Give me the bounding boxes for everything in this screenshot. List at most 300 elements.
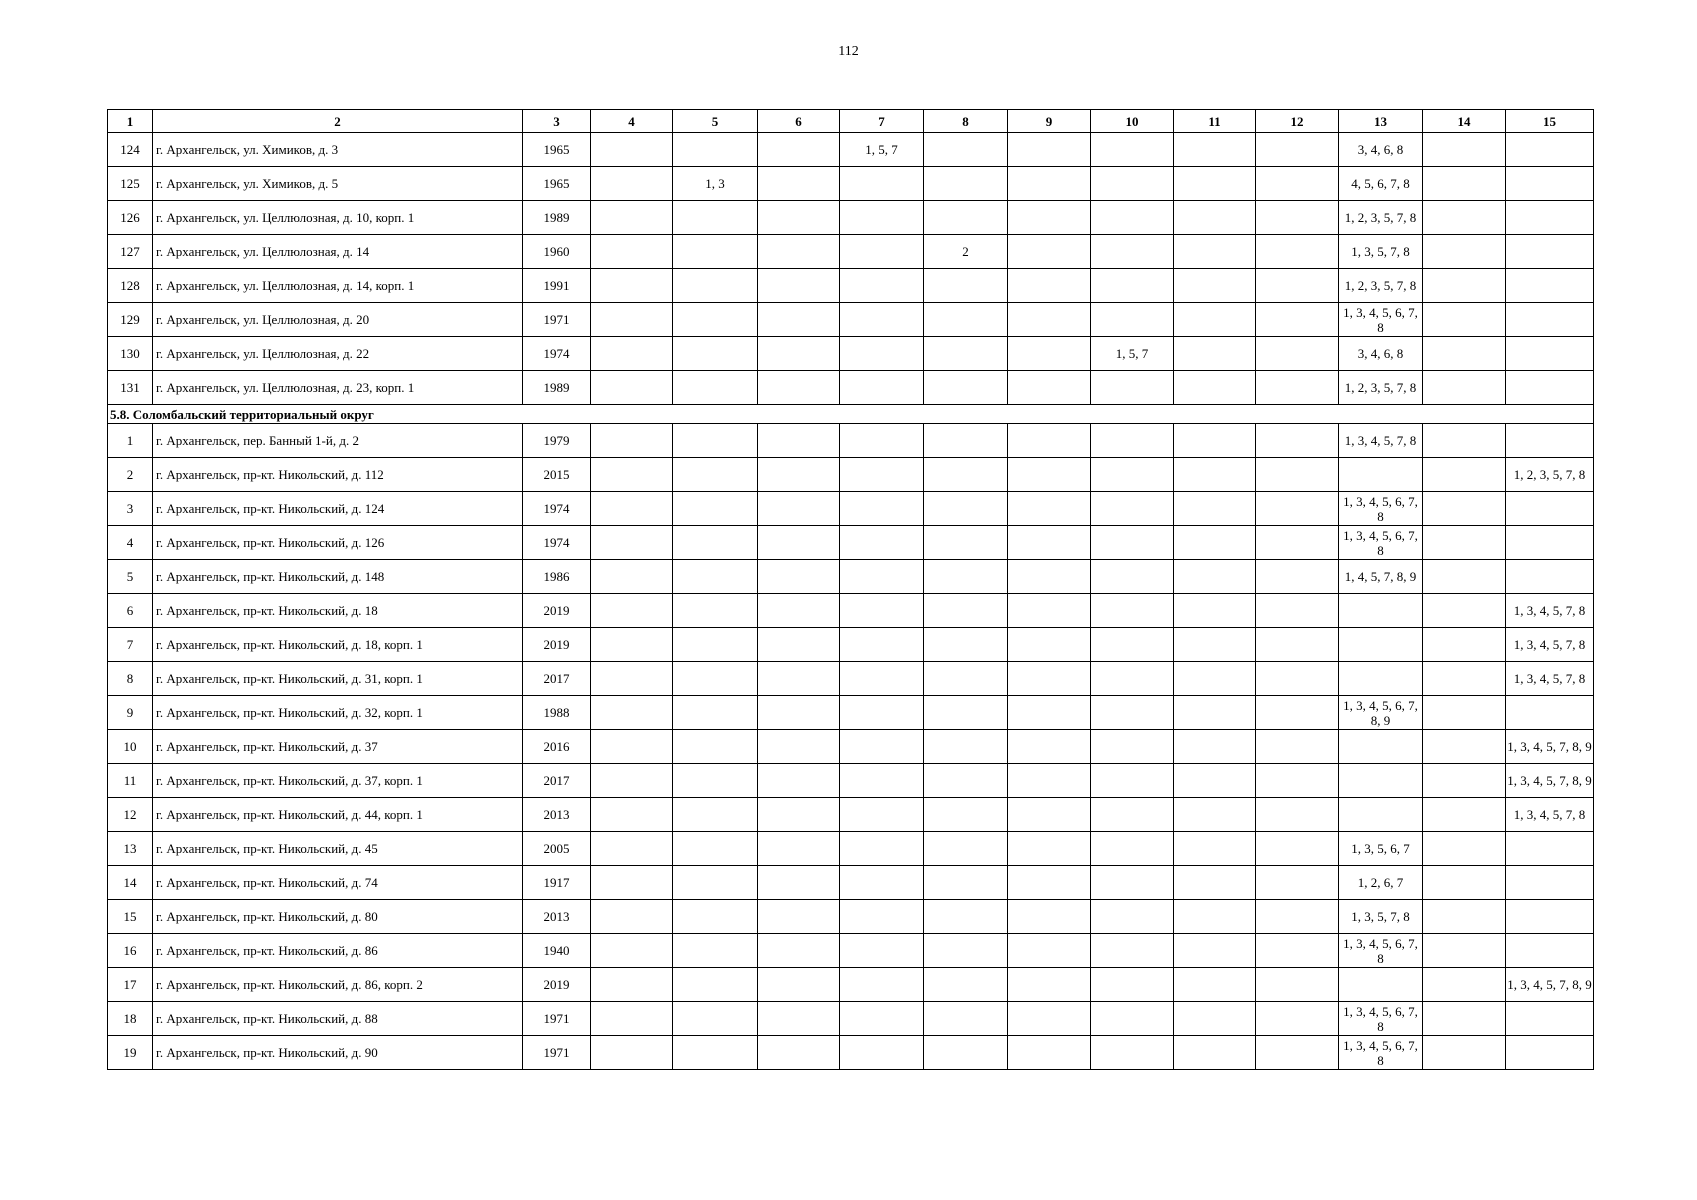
year-cell: 2005	[523, 832, 591, 866]
cell-c7	[840, 492, 924, 526]
row-number: 14	[108, 866, 153, 900]
cell-c11	[1174, 662, 1256, 696]
cell-c15: 1, 3, 4, 5, 7, 8, 9	[1506, 968, 1594, 1002]
cell-c14	[1423, 1036, 1506, 1070]
cell-c6	[758, 900, 840, 934]
row-number: 125	[108, 167, 153, 201]
cell-c10	[1091, 730, 1174, 764]
cell-c12	[1256, 764, 1339, 798]
row-number: 126	[108, 201, 153, 235]
cell-c10	[1091, 235, 1174, 269]
cell-c12	[1256, 662, 1339, 696]
row-number: 16	[108, 934, 153, 968]
cell-c10	[1091, 866, 1174, 900]
cell-c11	[1174, 968, 1256, 1002]
cell-c9	[1008, 133, 1091, 167]
address-cell: г. Архангельск, ул. Химиков, д. 5	[153, 167, 523, 201]
cell-c5	[673, 526, 758, 560]
table-row	[108, 458, 1594, 492]
cell-c4	[591, 458, 673, 492]
section-heading-group	[108, 405, 1594, 424]
cell-c11	[1174, 201, 1256, 235]
cell-c10	[1091, 458, 1174, 492]
column-header: 12	[1256, 110, 1339, 133]
cell-c12	[1256, 730, 1339, 764]
cell-c11	[1174, 934, 1256, 968]
cell-c11	[1174, 458, 1256, 492]
cell-c7	[840, 696, 924, 730]
table-row	[108, 968, 1594, 1002]
cell-c5	[673, 628, 758, 662]
cell-c10	[1091, 934, 1174, 968]
cell-c14	[1423, 167, 1506, 201]
cell-c12	[1256, 269, 1339, 303]
cell-c11	[1174, 133, 1256, 167]
row-number: 131	[108, 371, 153, 405]
cell-c13: 1, 3, 4, 5, 6, 7, 8, 9	[1339, 696, 1423, 730]
cell-c8	[924, 526, 1008, 560]
row-number: 130	[108, 337, 153, 371]
column-header: 15	[1506, 110, 1594, 133]
cell-c7	[840, 303, 924, 337]
row-number: 17	[108, 968, 153, 1002]
address-cell: г. Архангельск, пр-кт. Никольский, д. 74	[153, 866, 523, 900]
cell-c9	[1008, 730, 1091, 764]
cell-c11	[1174, 167, 1256, 201]
cell-c9	[1008, 934, 1091, 968]
cell-c14	[1423, 866, 1506, 900]
cell-c6	[758, 1036, 840, 1070]
section-heading-row	[108, 405, 1594, 424]
cell-c8	[924, 798, 1008, 832]
cell-c8	[924, 133, 1008, 167]
cell-c12	[1256, 798, 1339, 832]
cell-c4	[591, 798, 673, 832]
cell-c9	[1008, 526, 1091, 560]
cell-c14	[1423, 1002, 1506, 1036]
cell-c8	[924, 968, 1008, 1002]
table-row	[108, 526, 1594, 560]
table-row	[108, 662, 1594, 696]
row-number: 128	[108, 269, 153, 303]
cell-c10	[1091, 832, 1174, 866]
cell-c14	[1423, 832, 1506, 866]
cell-c9	[1008, 798, 1091, 832]
cell-c6	[758, 628, 840, 662]
table-row	[108, 628, 1594, 662]
year-cell: 1974	[523, 337, 591, 371]
address-cell: г. Архангельск, ул. Целлюлозная, д. 10, корп. 1	[153, 201, 523, 235]
address-cell: г. Архангельск, пр-кт. Никольский, д. 31, корп. 1	[153, 662, 523, 696]
cell-c10	[1091, 201, 1174, 235]
year-cell: 1965	[523, 167, 591, 201]
cell-c7	[840, 337, 924, 371]
cell-c10: 1, 5, 7	[1091, 337, 1174, 371]
cell-c4	[591, 167, 673, 201]
cell-c8	[924, 1036, 1008, 1070]
cell-c15	[1506, 303, 1594, 337]
cell-c5	[673, 900, 758, 934]
table-row	[108, 235, 1594, 269]
row-number: 6	[108, 594, 153, 628]
cell-c6	[758, 526, 840, 560]
cell-c11	[1174, 696, 1256, 730]
cell-c9	[1008, 560, 1091, 594]
cell-c12	[1256, 900, 1339, 934]
year-cell: 1965	[523, 133, 591, 167]
cell-c9	[1008, 628, 1091, 662]
table-row	[108, 900, 1594, 934]
cell-c6	[758, 201, 840, 235]
cell-c9	[1008, 201, 1091, 235]
cell-c15: 1, 3, 4, 5, 7, 8	[1506, 798, 1594, 832]
cell-c8	[924, 900, 1008, 934]
cell-c8	[924, 167, 1008, 201]
cell-c4	[591, 900, 673, 934]
cell-c8	[924, 371, 1008, 405]
cell-c15	[1506, 934, 1594, 968]
cell-c12	[1256, 628, 1339, 662]
cell-c8	[924, 628, 1008, 662]
cell-c12	[1256, 303, 1339, 337]
table-row	[108, 696, 1594, 730]
cell-c8	[924, 492, 1008, 526]
cell-c12	[1256, 133, 1339, 167]
cell-c12	[1256, 492, 1339, 526]
year-cell: 1971	[523, 303, 591, 337]
cell-c5	[673, 269, 758, 303]
cell-c7	[840, 968, 924, 1002]
cell-c13: 1, 3, 4, 5, 6, 7, 8	[1339, 934, 1423, 968]
year-cell: 2015	[523, 458, 591, 492]
cell-c7	[840, 167, 924, 201]
cell-c7	[840, 371, 924, 405]
cell-c7	[840, 764, 924, 798]
cell-c13: 1, 2, 3, 5, 7, 8	[1339, 201, 1423, 235]
cell-c14	[1423, 337, 1506, 371]
row-number: 10	[108, 730, 153, 764]
cell-c14	[1423, 235, 1506, 269]
cell-c11	[1174, 424, 1256, 458]
cell-c12	[1256, 594, 1339, 628]
cell-c5	[673, 832, 758, 866]
address-cell: г. Архангельск, пр-кт. Никольский, д. 45	[153, 832, 523, 866]
address-cell: г. Архангельск, пр-кт. Никольский, д. 44, корп. 1	[153, 798, 523, 832]
year-cell: 2013	[523, 900, 591, 934]
cell-c11	[1174, 269, 1256, 303]
cell-c7	[840, 934, 924, 968]
table-row	[108, 798, 1594, 832]
table-row	[108, 492, 1594, 526]
cell-c15	[1506, 832, 1594, 866]
cell-c9	[1008, 235, 1091, 269]
cell-c11	[1174, 730, 1256, 764]
address-cell: г. Архангельск, ул. Целлюлозная, д. 22	[153, 337, 523, 371]
address-cell: г. Архангельск, ул. Целлюлозная, д. 14	[153, 235, 523, 269]
cell-c14	[1423, 662, 1506, 696]
table-row	[108, 764, 1594, 798]
year-cell: 1917	[523, 866, 591, 900]
cell-c7	[840, 458, 924, 492]
cell-c5	[673, 968, 758, 1002]
row-number: 18	[108, 1002, 153, 1036]
cell-c9	[1008, 1002, 1091, 1036]
cell-c13: 1, 2, 3, 5, 7, 8	[1339, 269, 1423, 303]
cell-c8	[924, 269, 1008, 303]
year-cell: 1971	[523, 1036, 591, 1070]
cell-c13: 1, 3, 5, 7, 8	[1339, 235, 1423, 269]
row-number: 124	[108, 133, 153, 167]
cell-c6	[758, 133, 840, 167]
cell-c11	[1174, 371, 1256, 405]
table-row	[108, 866, 1594, 900]
cell-c6	[758, 167, 840, 201]
table-row	[108, 1002, 1594, 1036]
cell-c10	[1091, 526, 1174, 560]
cell-c6	[758, 866, 840, 900]
cell-c7	[840, 798, 924, 832]
column-header: 4	[591, 110, 673, 133]
row-number: 8	[108, 662, 153, 696]
cell-c8	[924, 560, 1008, 594]
cell-c13: 1, 2, 6, 7	[1339, 866, 1423, 900]
cell-c4	[591, 662, 673, 696]
cell-c5	[673, 458, 758, 492]
cell-c11	[1174, 337, 1256, 371]
column-header: 8	[924, 110, 1008, 133]
cell-c8	[924, 764, 1008, 798]
address-cell: г. Архангельск, пр-кт. Никольский, д. 37, корп. 1	[153, 764, 523, 798]
cell-c15	[1506, 866, 1594, 900]
address-cell: г. Архангельск, ул. Химиков, д. 3	[153, 133, 523, 167]
row-number: 2	[108, 458, 153, 492]
cell-c13: 1, 2, 3, 5, 7, 8	[1339, 371, 1423, 405]
table-row	[108, 337, 1594, 371]
row-number: 127	[108, 235, 153, 269]
cell-c12	[1256, 201, 1339, 235]
cell-c9	[1008, 458, 1091, 492]
year-cell: 2016	[523, 730, 591, 764]
cell-c15	[1506, 337, 1594, 371]
table-row	[108, 303, 1594, 337]
cell-c9	[1008, 832, 1091, 866]
cell-c12	[1256, 337, 1339, 371]
cell-c7	[840, 730, 924, 764]
cell-c8	[924, 696, 1008, 730]
cell-c15	[1506, 235, 1594, 269]
cell-c4	[591, 269, 673, 303]
column-header: 1	[108, 110, 153, 133]
cell-c8	[924, 424, 1008, 458]
cell-c8	[924, 201, 1008, 235]
cell-c7	[840, 269, 924, 303]
cell-c6	[758, 798, 840, 832]
cell-c15: 1, 3, 4, 5, 7, 8	[1506, 628, 1594, 662]
cell-c7	[840, 560, 924, 594]
cell-c7	[840, 201, 924, 235]
cell-c8	[924, 730, 1008, 764]
cell-c11	[1174, 866, 1256, 900]
cell-c11	[1174, 560, 1256, 594]
cell-c11	[1174, 832, 1256, 866]
year-cell: 1989	[523, 371, 591, 405]
year-cell: 1974	[523, 492, 591, 526]
table-row	[108, 560, 1594, 594]
cell-c6	[758, 371, 840, 405]
cell-c12	[1256, 526, 1339, 560]
cell-c10	[1091, 303, 1174, 337]
cell-c9	[1008, 269, 1091, 303]
cell-c6	[758, 968, 840, 1002]
cell-c5	[673, 371, 758, 405]
table-row	[108, 934, 1594, 968]
cell-c9	[1008, 594, 1091, 628]
cell-c15: 1, 3, 4, 5, 7, 8	[1506, 594, 1594, 628]
cell-c5	[673, 492, 758, 526]
table-row	[108, 424, 1594, 458]
cell-c5	[673, 424, 758, 458]
year-cell: 1988	[523, 696, 591, 730]
cell-c5: 1, 3	[673, 167, 758, 201]
cell-c6	[758, 1002, 840, 1036]
cell-c8: 2	[924, 235, 1008, 269]
cell-c7	[840, 235, 924, 269]
cell-c14	[1423, 900, 1506, 934]
year-cell: 1989	[523, 201, 591, 235]
cell-c5	[673, 303, 758, 337]
cell-c8	[924, 337, 1008, 371]
cell-c6	[758, 764, 840, 798]
table-body-previous-section	[108, 133, 1594, 405]
cell-c4	[591, 337, 673, 371]
cell-c5	[673, 730, 758, 764]
year-cell: 1991	[523, 269, 591, 303]
cell-c11	[1174, 492, 1256, 526]
cell-c12	[1256, 458, 1339, 492]
cell-c9	[1008, 968, 1091, 1002]
column-header: 2	[153, 110, 523, 133]
address-cell: г. Архангельск, пр-кт. Никольский, д. 126	[153, 526, 523, 560]
cell-c13: 1, 3, 4, 5, 6, 7, 8	[1339, 1002, 1423, 1036]
address-cell: г. Архангельск, пр-кт. Никольский, д. 88	[153, 1002, 523, 1036]
year-cell: 2019	[523, 594, 591, 628]
cell-c15	[1506, 201, 1594, 235]
cell-c13	[1339, 764, 1423, 798]
table-row	[108, 730, 1594, 764]
cell-c13: 1, 3, 4, 5, 7, 8	[1339, 424, 1423, 458]
column-header: 7	[840, 110, 924, 133]
column-header: 11	[1174, 110, 1256, 133]
cell-c7: 1, 5, 7	[840, 133, 924, 167]
cell-c9	[1008, 337, 1091, 371]
year-cell: 2017	[523, 764, 591, 798]
row-number: 7	[108, 628, 153, 662]
cell-c6	[758, 594, 840, 628]
cell-c7	[840, 1002, 924, 1036]
cell-c12	[1256, 424, 1339, 458]
year-cell: 1979	[523, 424, 591, 458]
cell-c11	[1174, 628, 1256, 662]
cell-c12	[1256, 560, 1339, 594]
cell-c13	[1339, 798, 1423, 832]
row-number: 1	[108, 424, 153, 458]
cell-c11	[1174, 1002, 1256, 1036]
cell-c14	[1423, 968, 1506, 1002]
cell-c10	[1091, 371, 1174, 405]
row-number: 4	[108, 526, 153, 560]
cell-c12	[1256, 1036, 1339, 1070]
cell-c4	[591, 560, 673, 594]
cell-c7	[840, 900, 924, 934]
row-number: 3	[108, 492, 153, 526]
address-cell: г. Архангельск, ул. Целлюлозная, д. 23, корп. 1	[153, 371, 523, 405]
address-cell: г. Архангельск, пр-кт. Никольский, д. 37	[153, 730, 523, 764]
cell-c14	[1423, 764, 1506, 798]
cell-c7	[840, 526, 924, 560]
year-cell: 2019	[523, 968, 591, 1002]
cell-c6	[758, 832, 840, 866]
cell-c11	[1174, 1036, 1256, 1070]
cell-c9	[1008, 303, 1091, 337]
cell-c4	[591, 424, 673, 458]
cell-c8	[924, 934, 1008, 968]
cell-c13: 4, 5, 6, 7, 8	[1339, 167, 1423, 201]
cell-c13	[1339, 594, 1423, 628]
table-row	[108, 167, 1594, 201]
year-cell: 2019	[523, 628, 591, 662]
cell-c6	[758, 662, 840, 696]
cell-c8	[924, 832, 1008, 866]
cell-c4	[591, 492, 673, 526]
cell-c9	[1008, 492, 1091, 526]
cell-c7	[840, 662, 924, 696]
cell-c6	[758, 235, 840, 269]
cell-c4	[591, 201, 673, 235]
cell-c4	[591, 133, 673, 167]
cell-c12	[1256, 1002, 1339, 1036]
table-row	[108, 594, 1594, 628]
header-row	[108, 110, 1594, 133]
cell-c10	[1091, 424, 1174, 458]
cell-c5	[673, 934, 758, 968]
row-number: 5	[108, 560, 153, 594]
cell-c14	[1423, 269, 1506, 303]
cell-c5	[673, 1036, 758, 1070]
row-number: 12	[108, 798, 153, 832]
cell-c15	[1506, 492, 1594, 526]
cell-c15	[1506, 269, 1594, 303]
address-cell: г. Архангельск, ул. Целлюлозная, д. 20	[153, 303, 523, 337]
cell-c12	[1256, 167, 1339, 201]
table-row	[108, 1036, 1594, 1070]
cell-c6	[758, 730, 840, 764]
cell-c5	[673, 798, 758, 832]
table-row	[108, 269, 1594, 303]
cell-c6	[758, 492, 840, 526]
row-number: 15	[108, 900, 153, 934]
row-number: 13	[108, 832, 153, 866]
cell-c13: 1, 4, 5, 7, 8, 9	[1339, 560, 1423, 594]
cell-c14	[1423, 628, 1506, 662]
cell-c6	[758, 424, 840, 458]
cell-c4	[591, 968, 673, 1002]
table-row	[108, 133, 1594, 167]
cell-c11	[1174, 235, 1256, 269]
cell-c4	[591, 696, 673, 730]
cell-c7	[840, 866, 924, 900]
cell-c13	[1339, 730, 1423, 764]
cell-c15: 1, 3, 4, 5, 7, 8, 9	[1506, 764, 1594, 798]
